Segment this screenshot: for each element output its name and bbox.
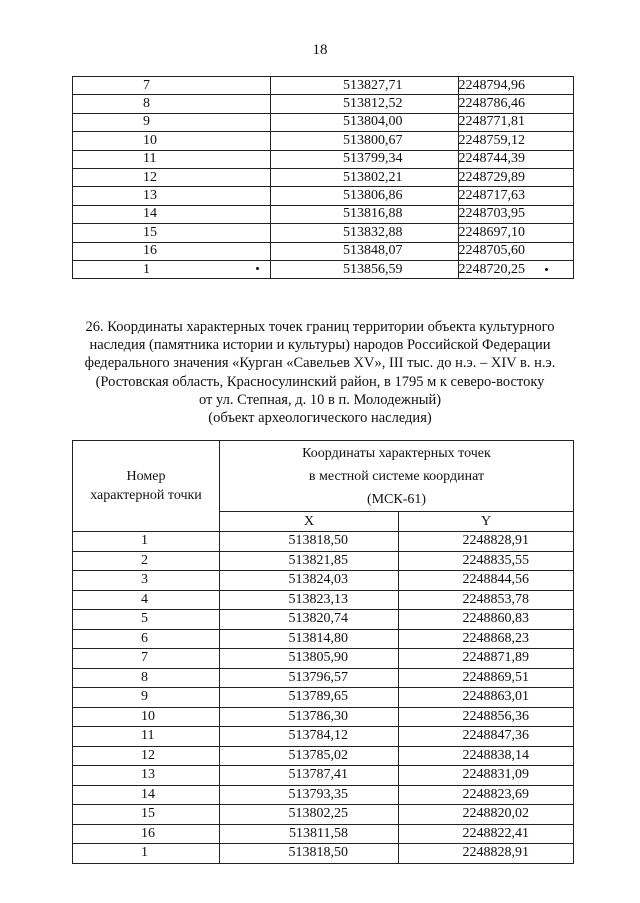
table-row [73,260,574,278]
y-coordinate-cell: 2248828,91 [399,844,574,864]
point-number-cell: 15 [73,805,220,825]
point-number-header-line: характерной точки [90,488,202,503]
y-coordinate-cell: 2248871,89 [399,649,574,669]
y-coordinate-cell: 2248705,60 [458,242,574,260]
table-row [73,205,574,223]
point-number-cell: 16 [73,824,220,844]
point-number-cell: 8 [73,95,271,113]
x-coordinate-cell: 513804,00 [271,113,458,131]
x-coordinate-cell: 513785,02 [220,746,399,766]
x-coordinate-cell: 513787,41 [220,766,399,786]
x-coordinate-cell: 513818,50 [220,844,399,864]
y-column-header: Y [399,512,574,532]
table-row [73,668,574,688]
point-number-cell: 1 [73,844,220,864]
y-coordinate-cell: 2248820,02 [399,805,574,825]
y-coordinate-cell: 2248847,36 [399,727,574,747]
x-coordinate-cell: 513824,03 [220,571,399,591]
x-coordinate-cell: 513820,74 [220,610,399,630]
y-coordinate-cell: 2248838,14 [399,746,574,766]
point-number-header [73,441,220,532]
point-number-cell: 3 [73,571,220,591]
y-coordinate-cell: 2248831,09 [399,766,574,786]
table-row [73,805,574,825]
table-row [73,766,574,786]
x-coordinate-cell: 513818,50 [220,532,399,552]
x-coordinate-cell: 513805,90 [220,649,399,669]
x-column-header: X [220,512,399,532]
coordinates-header-line: в местной системе координат [308,468,485,484]
y-coordinate-cell: 2248853,78 [399,590,574,610]
point-number-cell: 1 [73,260,271,278]
section-heading-line: от ул. Степная, д. 10 в п. Молодежный) [198,391,442,408]
table-row [73,187,574,205]
point-number-cell: 10 [73,707,220,727]
y-coordinate-cell: 2248786,46 [458,95,574,113]
section-heading-line: 26. Координаты характерных точек границ территории объекта культурного [85,319,555,335]
y-coordinate-cell: 2248703,95 [458,205,574,223]
table-row [73,844,574,864]
point-number-cell: 9 [73,688,220,708]
table-row [73,590,574,610]
coordinates-header-line: (МСК-61) [366,491,427,507]
coordinates-table [72,440,574,864]
table-row [73,551,574,571]
point-number-cell: 12 [73,168,271,186]
table-row [73,688,574,708]
y-coordinate-cell: 2248828,91 [399,532,574,552]
x-coordinate-cell: 513848,07 [271,242,458,260]
point-number-cell: 14 [73,785,220,805]
x-coordinate-cell: 513811,58 [220,824,399,844]
coordinates-table-continued [72,76,574,279]
page-number: 18 [312,42,328,58]
y-coordinate-cell: 2248868,23 [399,629,574,649]
table-row [73,649,574,669]
table-row [73,168,574,186]
section-heading-line: федерального значения «Курган «Савельев XV», III тыс. до н.э. – XIV в. н.э. [84,355,556,372]
scan-speck [545,268,548,271]
y-coordinate-cell: 2248771,81 [458,113,574,131]
point-number-cell: 15 [73,224,271,242]
y-coordinate-cell: 2248869,51 [399,668,574,688]
point-number-header-line: Номер [126,469,166,484]
point-number-cell: 11 [73,727,220,747]
y-coordinate-cell: 2248729,89 [458,168,574,186]
x-coordinate-cell: 513827,71 [271,77,458,95]
point-number-cell: 1 [73,532,220,552]
table-row [73,571,574,591]
section-heading [60,318,580,427]
x-coordinate-cell: 513812,52 [271,95,458,113]
coordinates-table-body [73,532,574,864]
section-heading-line: наследия (памятника истории и культуры) народов Российской Федерации [89,337,551,354]
coordinates-table-header [73,441,574,532]
section-heading-line: (объект археологического наследия) [208,410,432,427]
point-number-cell: 5 [73,610,220,630]
point-number-cell: 8 [73,668,220,688]
section-heading-line: (Ростовская область, Красносулинский район, в 1795 м к северо-востоку [95,373,545,390]
point-number-cell: 9 [73,113,271,131]
x-coordinate-cell: 513802,25 [220,805,399,825]
x-coordinate-cell: 513821,85 [220,551,399,571]
y-coordinate-cell: 2248835,55 [399,551,574,571]
table-row [73,824,574,844]
y-coordinate-cell: 2248860,83 [399,610,574,630]
table-row [73,707,574,727]
y-coordinate-cell: 2248844,56 [399,571,574,591]
point-number-cell: 7 [73,77,271,95]
x-coordinate-cell: 513856,59 [271,260,458,278]
table-row [73,242,574,260]
x-coordinate-cell: 513823,13 [220,590,399,610]
x-coordinate-cell: 513802,21 [271,168,458,186]
table-row [73,629,574,649]
y-coordinate-cell: 2248794,96 [458,77,574,95]
table-row [73,150,574,168]
table-row [73,610,574,630]
y-coordinate-cell: 2248856,36 [399,707,574,727]
coordinates-table-continued-body [73,77,574,279]
y-coordinate-cell: 2248744,39 [458,150,574,168]
table-row [73,785,574,805]
point-number-cell: 10 [73,132,271,150]
table-row [73,113,574,131]
x-coordinate-cell: 513814,80 [220,629,399,649]
point-number-cell: 16 [73,242,271,260]
x-coordinate-cell: 513789,65 [220,688,399,708]
coordinates-header [220,441,574,512]
x-coordinate-cell: 513799,34 [271,150,458,168]
x-coordinate-cell: 513800,67 [271,132,458,150]
x-coordinate-cell: 513793,35 [220,785,399,805]
table-row [73,77,574,95]
point-number-cell: 14 [73,205,271,223]
y-coordinate-cell: 2248717,63 [458,187,574,205]
table-row [73,532,574,552]
point-number-cell: 11 [73,150,271,168]
table-row [73,727,574,747]
y-coordinate-cell: 2248863,01 [399,688,574,708]
point-number-cell: 13 [73,766,220,786]
x-coordinate-cell: 513784,12 [220,727,399,747]
point-number-cell: 12 [73,746,220,766]
y-coordinate-cell: 2248697,10 [458,224,574,242]
table-row [73,746,574,766]
x-coordinate-cell: 513816,88 [271,205,458,223]
table-row [73,132,574,150]
x-coordinate-cell: 513796,57 [220,668,399,688]
point-number-cell: 6 [73,629,220,649]
x-coordinate-cell: 513786,30 [220,707,399,727]
scan-speck [256,267,259,270]
x-coordinate-cell: 513832,88 [271,224,458,242]
y-coordinate-cell: 2248823,69 [399,785,574,805]
table-row [73,95,574,113]
coordinates-header-line: Координаты характерных точек [302,445,491,461]
table-row [73,224,574,242]
y-coordinate-cell: 2248822,41 [399,824,574,844]
y-coordinate-cell: 2248759,12 [458,132,574,150]
point-number-cell: 4 [73,590,220,610]
point-number-cell: 13 [73,187,271,205]
point-number-cell: 2 [73,551,220,571]
point-number-cell: 7 [73,649,220,669]
y-coordinate-cell: 2248720,25 [458,260,574,278]
x-coordinate-cell: 513806,86 [271,187,458,205]
